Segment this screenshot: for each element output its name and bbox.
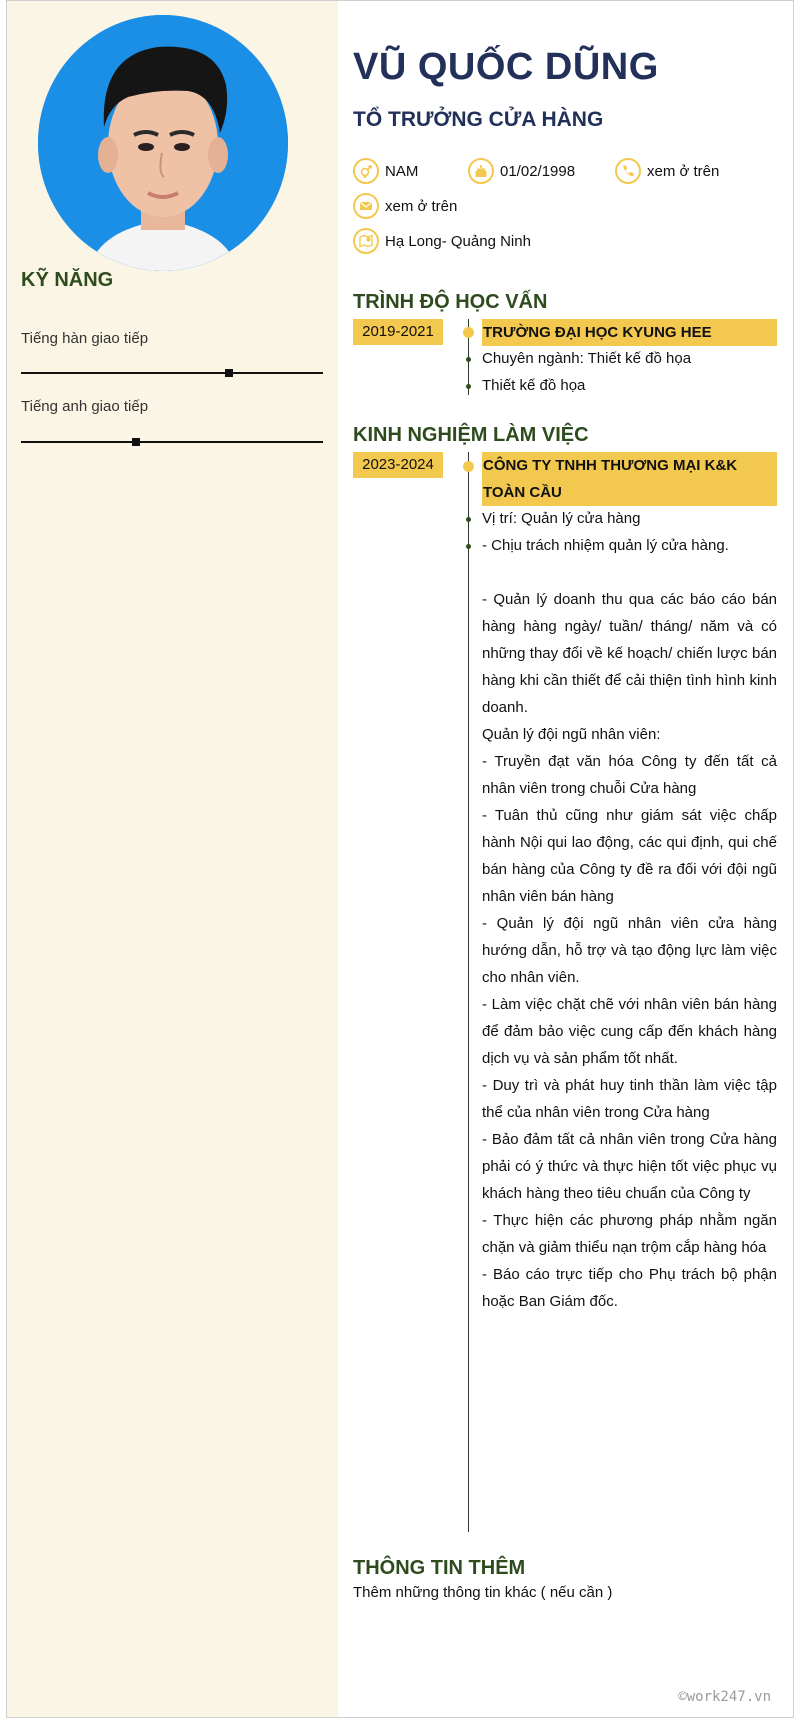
gender-value: NAM [385, 162, 419, 180]
skills-heading: KỸ NĂNG [21, 269, 114, 291]
company-name: CÔNG TY TNHH THƯƠNG MẠI K&K TOÀN CẦU [482, 452, 777, 506]
education-heading: TRÌNH ĐỘ HỌC VẤN [353, 291, 548, 313]
avatar [38, 15, 288, 271]
phone-value: xem ở trên [647, 162, 720, 180]
skill-name: Tiếng hàn giao tiếp [21, 330, 149, 347]
timeline-dot [463, 327, 474, 338]
birthday-cake-icon [468, 158, 494, 184]
address-value: Hạ Long- Quảng Ninh [385, 232, 531, 250]
email-icon [353, 193, 379, 219]
phone-icon [615, 158, 641, 184]
extra-info-text: Thêm những thông tin khác ( nếu cần ) [353, 1584, 613, 1601]
timeline-dot [463, 461, 474, 472]
job-duty: - Bảo đảm tất cả nhân viên trong Cửa hàng phải có ý thức và thực hiện tốt việc phục vụ khách hàng theo tiêu chuẩn của Công ty [482, 1131, 777, 1202]
timeline-dot [466, 357, 471, 362]
watermark: ©work247.vn [678, 1689, 771, 1705]
timeline-dot [466, 544, 471, 549]
job-title: TỔ TRƯỞNG CỬA HÀNG [353, 108, 604, 131]
contact-email [353, 193, 457, 219]
contact-phone [615, 158, 719, 184]
cv-page [6, 0, 794, 1718]
job-duty: Quản lý đội ngũ nhân viên: [482, 726, 661, 743]
contact-address [353, 228, 531, 254]
candidate-name: VŨ QUỐC DŨNG [353, 46, 659, 88]
skill-item [21, 398, 323, 415]
experience-timeline-line [468, 452, 469, 1532]
map-pin-icon [353, 228, 379, 254]
job-summary: - Chịu trách nhiệm quản lý cửa hàng. [482, 537, 729, 554]
job-description [482, 586, 777, 1315]
school-name: TRƯỜNG ĐẠI HỌC KYUNG HEE [482, 319, 777, 346]
job-duty: - Làm việc chặt chẽ với nhân viên bán hàng để đảm bảo việc cung cấp đến khách hàng dịch vụ và sản phẩm tốt nhất. [482, 996, 777, 1067]
skill-item [21, 330, 323, 347]
contact-birthday [468, 158, 575, 184]
contact-gender [353, 158, 418, 184]
job-duty: - Tuân thủ cũng như giám sát việc chấp hành Nội qui lao động, các qui định, qui chế bán hàng của Công ty đề ra đối với đội ngũ nhân viên bán hàng [482, 807, 777, 905]
job-duty: - Quản lý đội ngũ nhân viên cửa hàng hướng dẫn, hỗ trợ và tạo động lực làm việc cho nhân viên. [482, 915, 777, 986]
skill-level-marker [132, 438, 140, 446]
skill-level-bar [21, 372, 323, 374]
gender-icon [353, 158, 379, 184]
experience-period: 2023-2024 [353, 452, 443, 478]
sidebar [7, 1, 338, 1717]
job-position: Vị trí: Quản lý cửa hàng [482, 510, 641, 527]
job-duty: - Thực hiện các phương pháp nhằm ngăn chặn và giảm thiểu nạn trộm cắp hàng hóa [482, 1212, 777, 1256]
education-period: 2019-2021 [353, 319, 443, 345]
job-duty: - Quản lý doanh thu qua các báo cáo bán hàng hàng ngày/ tuần/ tháng/ năm và có những thay đổi về kế hoạch/ chiến lược bán hàng khi cần thiết để cải thiện tình hình kinh doanh. [482, 591, 777, 716]
job-duty: - Báo cáo trực tiếp cho Phụ trách bộ phận hoặc Ban Giám đốc. [482, 1266, 777, 1310]
skill-level-marker [225, 369, 233, 377]
job-duty: - Duy trì và phát huy tinh thần làm việc tập thể của nhân viên trong Cửa hàng [482, 1077, 777, 1121]
avatar-photo [38, 15, 288, 271]
skill-name: Tiếng anh giao tiếp [21, 398, 149, 415]
education-detail: Chuyên ngành: Thiết kế đồ họa [482, 350, 692, 367]
timeline-dot [466, 384, 471, 389]
email-value: xem ở trên [385, 197, 458, 215]
job-duty: - Truyền đạt văn hóa Công ty đến tất cả nhân viên trong chuỗi Cửa hàng [482, 753, 777, 797]
timeline-dot [466, 517, 471, 522]
birthday-value: 01/02/1998 [500, 162, 576, 180]
extra-info-heading: THÔNG TIN THÊM [353, 1557, 526, 1579]
skill-level-bar [21, 441, 323, 443]
education-detail: Thiết kế đồ họa [482, 377, 586, 394]
experience-heading: KINH NGHIỆM LÀM VIỆC [353, 424, 589, 446]
